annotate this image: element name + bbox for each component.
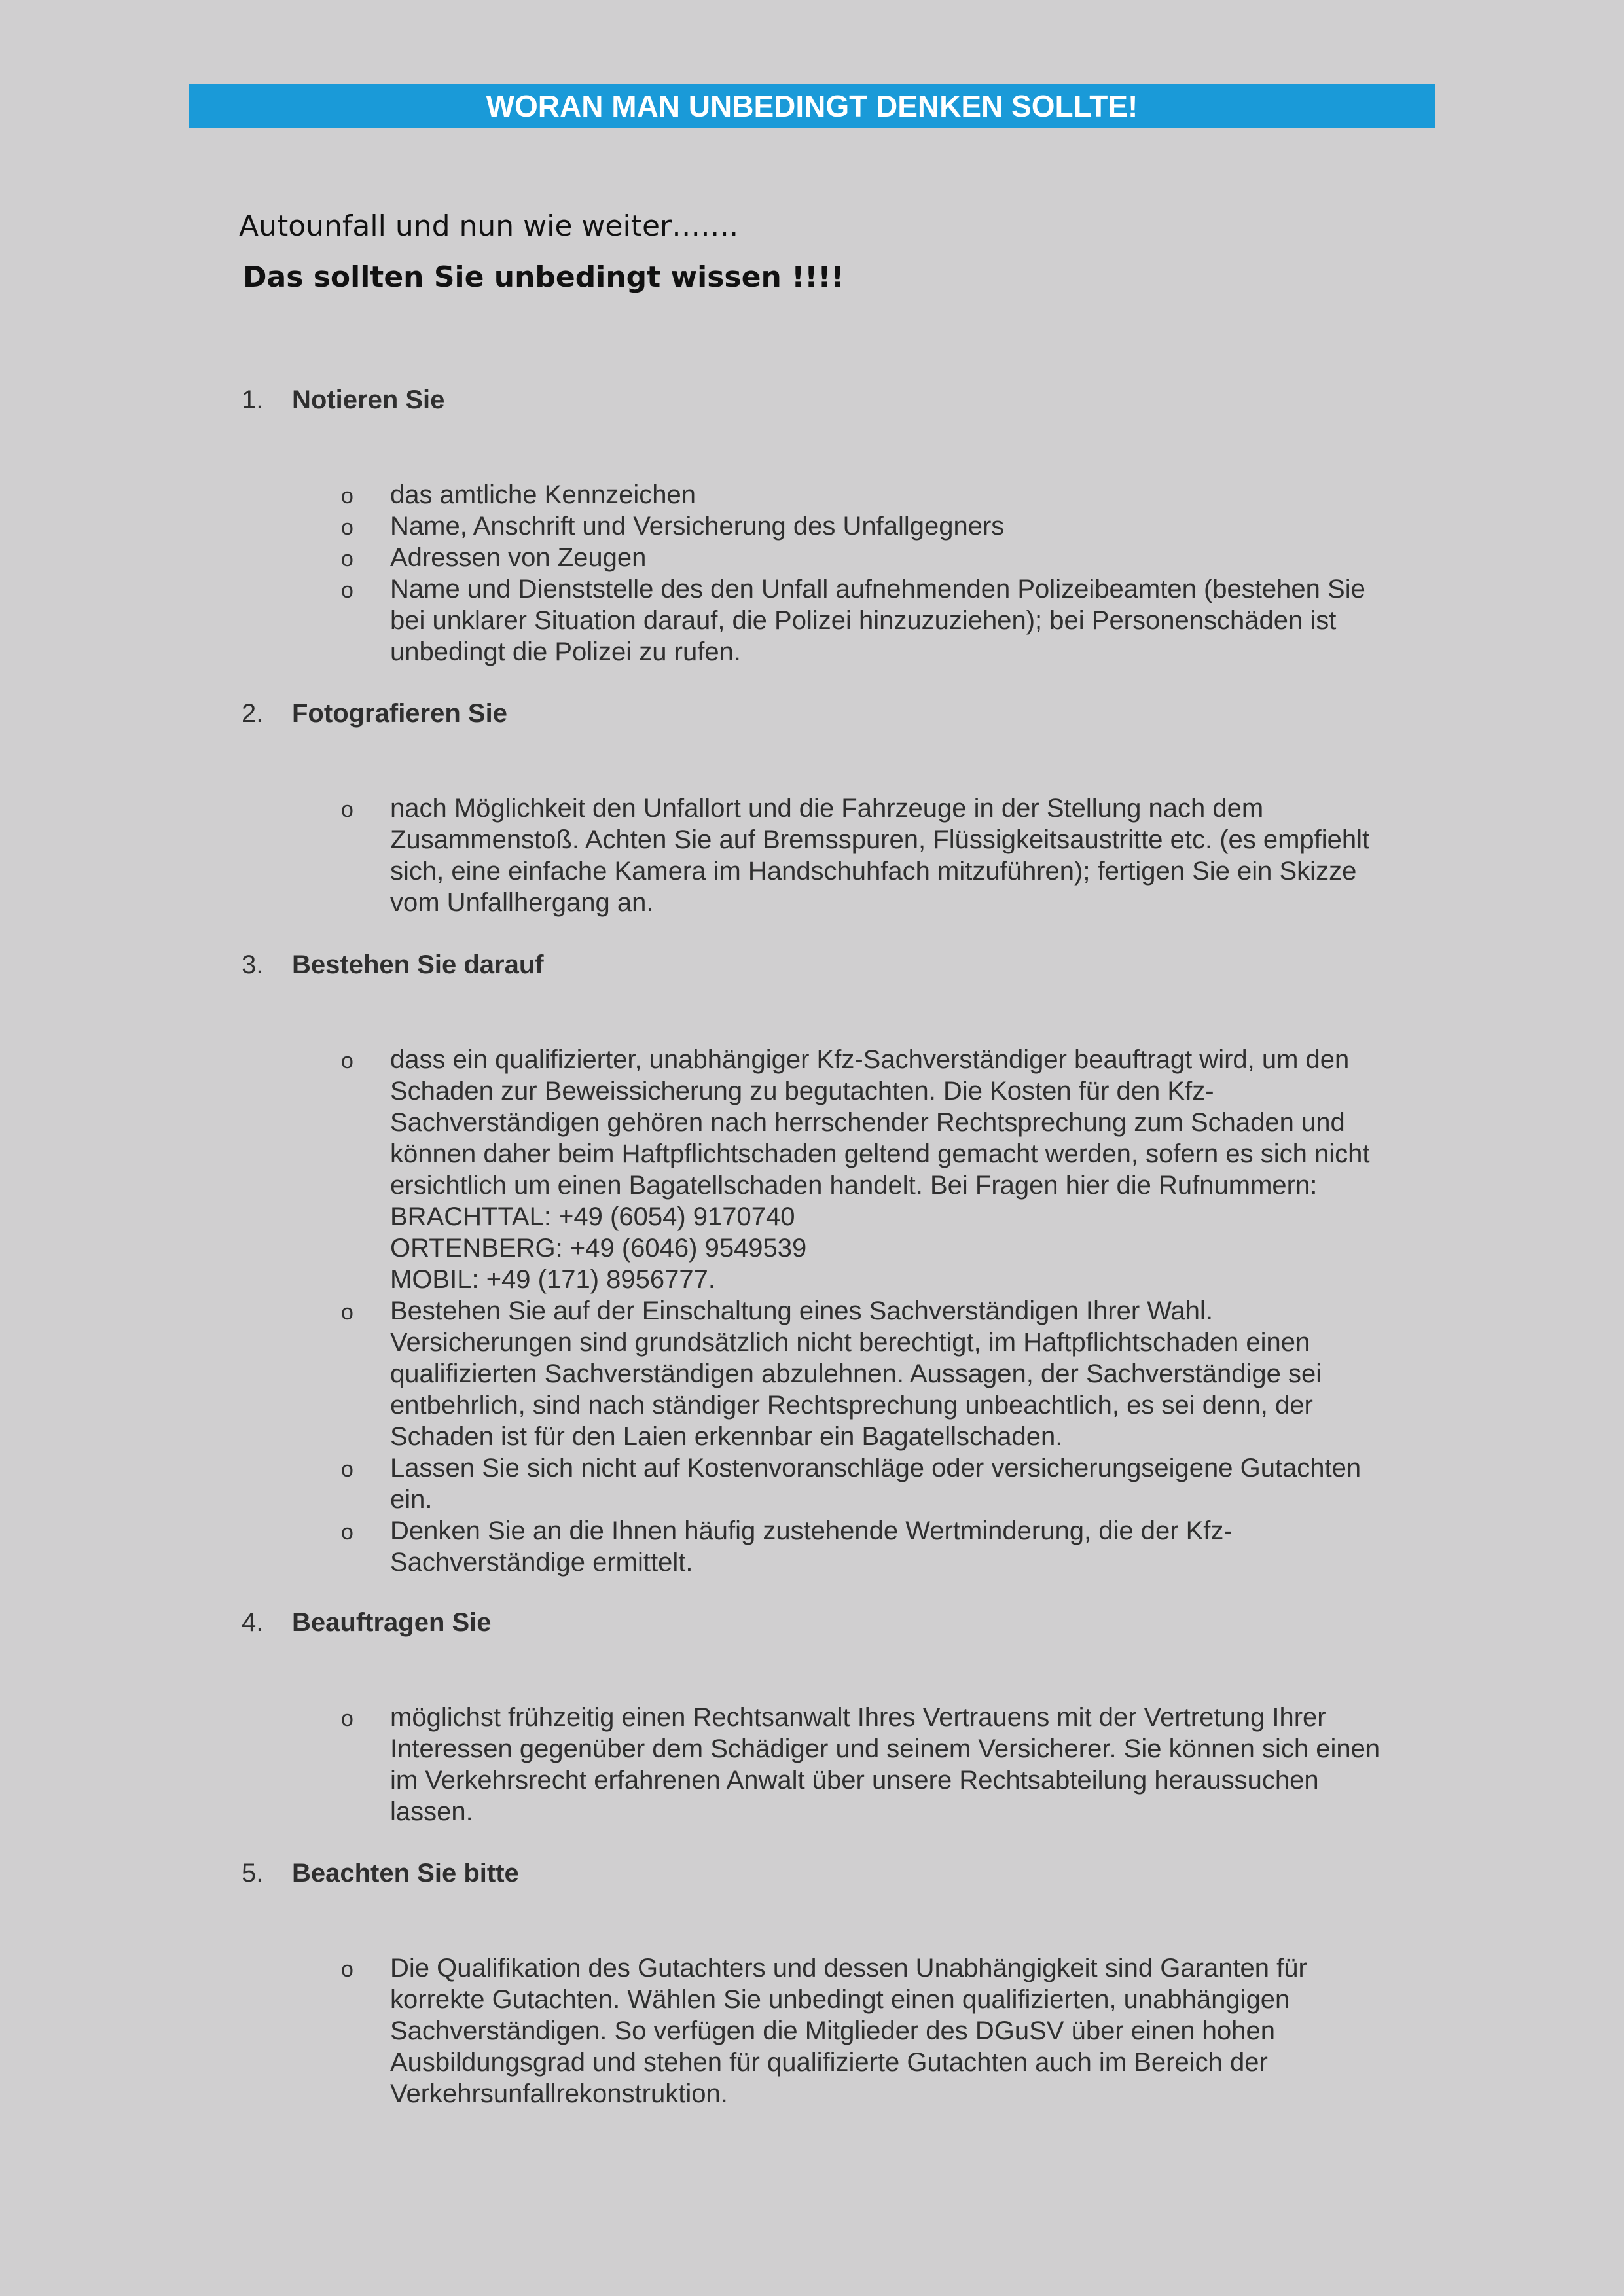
bullet-icon: o bbox=[341, 1957, 353, 1982]
bullet-icon: o bbox=[341, 547, 353, 571]
bullet-list bbox=[0, 1044, 1431, 1578]
section-heading: Notieren Sie bbox=[292, 386, 445, 414]
list-item bbox=[0, 479, 1431, 511]
list-item bbox=[0, 1515, 1431, 1578]
section-number: 1. bbox=[242, 386, 264, 414]
intro-line: Autounfall und nun wie weiter……. bbox=[239, 209, 739, 243]
list-item-text: Adressen von Zeugen bbox=[390, 543, 647, 572]
section-number: 3. bbox=[242, 950, 264, 979]
list-item-text: dass ein qualifizierter, unabhängiger Kfz-Sachverständiger beauftragt wird, um den Schaden zur Beweissicherung zu begutachten. Die Kosten für den Kfz- Sachverständigen gehören nach herrschender Rechtsprechung zum Schaden und können daher beim Haftpflichtschaden geltend gemacht werden, sofern es sich nicht ersichtlich um einen Bagatellschaden handelt. Bei Fragen hier die Rufnummern: BRACHTTAL: +49 (6054) 9170740 ORTENBERG: +49 (6046) 9549539 MOBIL: +49 (171) 8956777. bbox=[390, 1045, 1370, 1294]
list-item bbox=[0, 511, 1431, 542]
bullet-icon: o bbox=[341, 484, 353, 509]
bullet-icon: o bbox=[341, 1706, 353, 1731]
list-item-text: das amtliche Kennzeichen bbox=[390, 480, 696, 509]
list-item bbox=[0, 573, 1431, 668]
list-item bbox=[0, 1952, 1431, 2109]
bullet-list bbox=[0, 793, 1431, 918]
bullet-list bbox=[0, 479, 1431, 668]
page-title-banner: WORAN MAN UNBEDINGT DENKEN SOLLTE! bbox=[189, 84, 1435, 128]
bullet-icon: o bbox=[341, 1049, 353, 1073]
section-heading: Bestehen Sie darauf bbox=[292, 950, 544, 979]
section-heading: Fotografieren Sie bbox=[292, 699, 507, 728]
section-heading: Beachten Sie bitte bbox=[292, 1859, 519, 1888]
bullet-icon: o bbox=[341, 1300, 353, 1325]
list-item bbox=[0, 793, 1431, 918]
list-item bbox=[0, 1702, 1431, 1827]
list-item-text: Name und Dienststelle des den Unfall aufnehmenden Polizeibeamten (bestehen Sie bei unklarer Situation darauf, die Polizei hinzuzuziehen); bei Personenschäden ist unbedingt die Polizei zu rufen. bbox=[390, 575, 1365, 666]
list-item bbox=[0, 1452, 1431, 1515]
list-item-text: Denken Sie an die Ihnen häufig zustehende Wertminderung, die der Kfz- Sachverständige ermittelt. bbox=[390, 1516, 1233, 1577]
bullet-list bbox=[0, 1952, 1431, 2109]
intro-headline: Das sollten Sie unbedingt wissen !!!! bbox=[243, 260, 844, 294]
bullet-icon: o bbox=[341, 1520, 353, 1545]
bullet-icon: o bbox=[341, 578, 353, 603]
list-item-text: Bestehen Sie auf der Einschaltung eines Sachverständigen Ihrer Wahl. Versicherungen sind grundsätzlich nicht berechtigt, im Haftpflichtschaden einen qualifizierten Sachverständigen abzulehnen. Aussagen, der Sachverständige sei entbehrlich, sind nach ständiger Rechtsprechung unbeachtlich, es sei denn, der Schaden ist für den Laien erkennbar ein Bagatellschaden. bbox=[390, 1297, 1322, 1451]
bullet-list bbox=[0, 1702, 1431, 1827]
list-item bbox=[0, 542, 1431, 573]
bullet-icon: o bbox=[341, 797, 353, 822]
list-item bbox=[0, 1295, 1431, 1452]
list-item bbox=[0, 1044, 1431, 1295]
section-number: 2. bbox=[242, 699, 264, 728]
list-item-text: Die Qualifikation des Gutachters und dessen Unabhängigkeit sind Garanten für korrekte Gutachten. Wählen Sie unbedingt einen qualifizierten, unabhängigen Sachverständigen. So verfügen die Mitglieder des DGuSV über einen hohen Ausbildungsgrad und stehen für qualifizierte Gutachten auch im Bereich der Verkehrsunfallrekonstruktion. bbox=[390, 1954, 1307, 2108]
list-item-text: möglichst frühzeitig einen Rechtsanwalt Ihres Vertrauens mit der Vertretung Ihrer Interessen gegenüber dem Schädiger und seinem Versicherer. Sie können sich einen im Verkehrsrecht erfahrenen Anwalt über unsere Rechtsabteilung heraussuchen lassen. bbox=[390, 1703, 1380, 1826]
list-item-text: Name, Anschrift und Versicherung des Unfallgegners bbox=[390, 512, 1005, 541]
section-heading: Beauftragen Sie bbox=[292, 1608, 492, 1637]
section-number: 5. bbox=[242, 1859, 264, 1888]
list-item-text: Lassen Sie sich nicht auf Kostenvoranschläge oder versicherungseigene Gutachten ein. bbox=[390, 1454, 1362, 1514]
bullet-icon: o bbox=[341, 515, 353, 540]
bullet-icon: o bbox=[341, 1457, 353, 1482]
section-number: 4. bbox=[242, 1608, 264, 1637]
list-item-text: nach Möglichkeit den Unfallort und die Fahrzeuge in der Stellung nach dem Zusammenstoß. Achten Sie auf Bremsspuren, Flüssigkeitsaustritte etc. (es empfiehlt sich, eine einfache Kamera im Handschuhfach mitzuführen); fertigen Sie ein Skizze vom Unfallhergang an. bbox=[390, 794, 1370, 917]
